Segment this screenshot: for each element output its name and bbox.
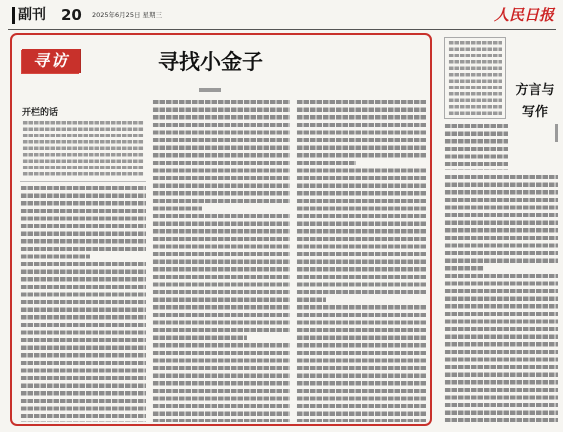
issue-date: 2025年6月25日 星期三: [92, 11, 163, 19]
body-column-3: [296, 100, 426, 422]
article-byline: [199, 88, 221, 92]
side-body-column: [444, 175, 558, 422]
column-stamp: 寻访: [22, 49, 80, 73]
paragraph-break: [484, 266, 558, 271]
masthead-logo: 人民日报: [494, 6, 555, 24]
intro-divider: [20, 181, 146, 182]
header-rule: [8, 29, 556, 30]
paragraph-break: [247, 335, 290, 340]
side-article-byline: [555, 124, 558, 142]
intro-text: [22, 121, 144, 178]
body-column-2: [152, 100, 290, 422]
paragraph-break: [202, 206, 290, 211]
intro-heading: 开栏的话: [22, 108, 59, 118]
side-article-title: 方言与写作: [515, 83, 555, 120]
section-name: 副刊: [18, 7, 46, 23]
side-body-upper: [444, 124, 508, 170]
body-column-1: [20, 186, 146, 422]
article-title: 寻找小金子: [158, 49, 263, 74]
paragraph-break: [326, 297, 426, 302]
paragraph-break: [356, 160, 426, 165]
editor-note-box: [444, 37, 506, 119]
editor-note-text: [448, 41, 502, 115]
page-number: 20: [61, 6, 82, 24]
paragraph-break: [90, 254, 146, 259]
section-marker-bar: [12, 7, 15, 24]
